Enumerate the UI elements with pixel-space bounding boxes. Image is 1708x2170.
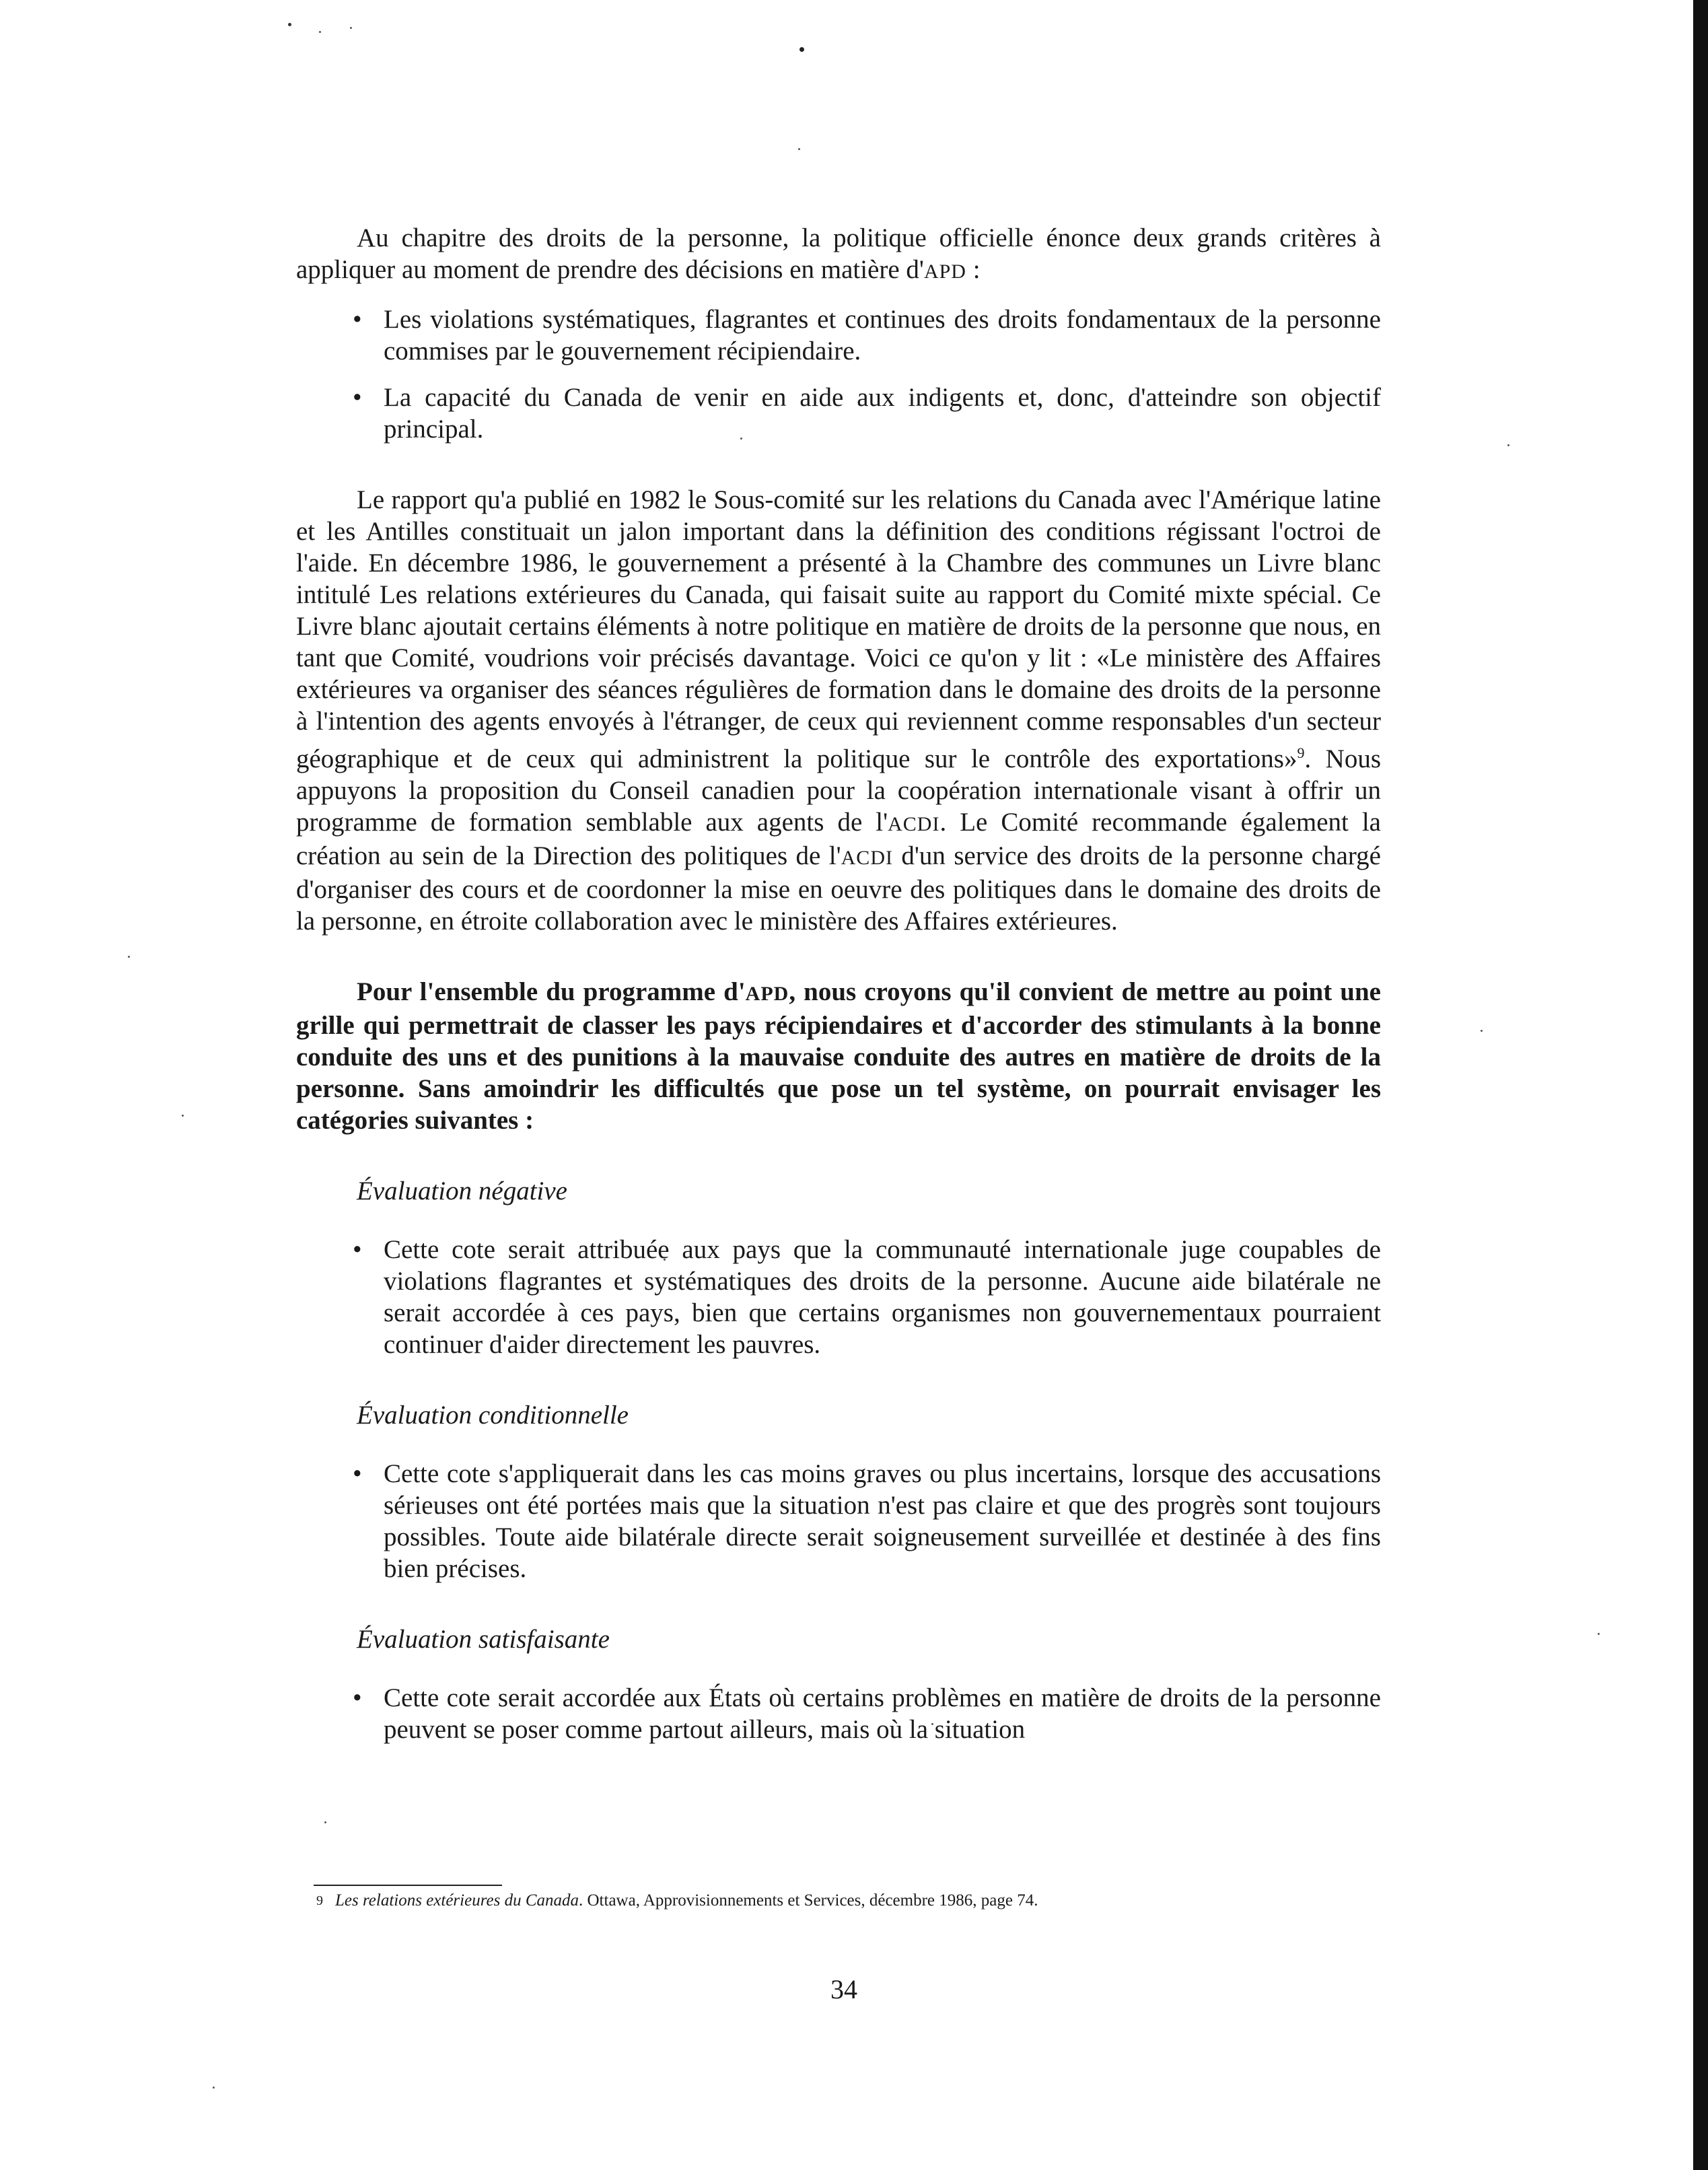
category-item: [296, 1234, 1381, 1360]
criteria-list: [296, 304, 1381, 445]
footnote: [316, 1890, 1038, 1912]
footnote-rule: [314, 1885, 502, 1886]
category-text: Cette cote serait attribuée aux pays que la communauté internationale juge coupables de violations flagrantes et systématiques des droits de la personne. Aucune aide bilatérale ne serait accordée à ces pays, bien que certains organismes non gouvernementaux pourraient continuer d'aider directement les pauvres.: [384, 1235, 1381, 1359]
category-text: Cette cote serait accordée aux États où certains problèmes en matière de droits de la personne peuvent se poser comme partout ailleurs, mais où la situation: [384, 1683, 1381, 1744]
bullet-icon: •: [353, 383, 362, 412]
category-section: [296, 1623, 1381, 1745]
page-body: [296, 222, 1381, 1745]
category-list: [296, 1458, 1381, 1584]
criteria-text: Les violations systématiques, flagrantes et continues des droits fondamentaux de la personne commises par le gouvernement récipiendaire.: [384, 305, 1381, 365]
report-text: . Le Comité recommande également la création au sein de la Direction des politiques de l': [296, 808, 1381, 870]
scan-speck: [182, 1115, 184, 1117]
report-paragraph: [296, 484, 1381, 937]
bullet-icon: •: [353, 1459, 362, 1488]
footnote-title: Les relations extérieures du Canada: [335, 1891, 579, 1910]
category-section: [296, 1175, 1381, 1360]
scan-speck: [288, 23, 291, 26]
acronym-apd: APD: [923, 260, 966, 283]
scan-speck: [128, 956, 130, 958]
footnote-text: . Ottawa, Approvisionnements et Services, décembre 1986, page 74.: [579, 1891, 1038, 1910]
category-section: [296, 1399, 1381, 1584]
grid-proposal-paragraph: [296, 976, 1381, 1136]
category-heading: Évaluation conditionnelle: [357, 1401, 629, 1430]
report-text: . Nous appuyons la proposition du Conseil canadien pour la coopération internationale visant à offrir un programme de formation semblable aux agents de l': [296, 744, 1381, 837]
page-number: 34: [830, 1974, 857, 2004]
scan-speck: [1481, 1030, 1483, 1032]
scan-speck: [324, 1821, 326, 1823]
intro-text: Au chapitre des droits de la personne, la politique officielle énonce deux grands critères à appliquer au moment de prendre des décisions en matière d': [296, 223, 1381, 284]
scan-speck: [319, 31, 321, 33]
bullet-icon: •: [353, 1235, 362, 1264]
proposal-text: Pour l'ensemble du programme d': [357, 977, 746, 1006]
category-list: [296, 1234, 1381, 1360]
bullet-icon: •: [353, 1683, 362, 1712]
report-text: Le rapport qu'a publié en 1982 le Sous-comité sur les relations du Canada avec l'Amérique latine et les Antilles constituait un jalon important dans la définition des conditions régissant l'octroi de l'aide. En décembre 1986, le gouvernement a présenté à la Chambre des communes un Livre blanc intitulé Les relations extérieures du Canada, qui faisait suite au rapport du Comité mixte spécial. Ce Livre blanc ajoutait certains éléments à notre politique en matière de droits de la personne que nous, en tant que Comité, voudrions voir précisés davantage. Voici ce qu'on y lit : «Le ministère des Affaires extérieures va organiser des séances régulières de formation dans le domaine des droits de la personne à l'intention des agents envoyés à l'étranger, de ceux qui reviennent comme responsables d'un secteur géographique et de ceux qui administrent la politique sur le contrôle des exportations»: [296, 485, 1381, 773]
criteria-text: La capacité du Canada de venir en aide aux indigents et, donc, d'atteindre son objectif principal.: [384, 383, 1381, 444]
proposal-text: , nous croyons qu'il convient de mettre au point une grille qui permettrait de classer les pays récipiendaires et d'accorder des stimulants à la bonne conduite des uns et des punitions à la mauvaise conduite des autres en matière de droits de la personne. Sans amoindrir les difficultés que pose un tel système, on pourrait envisager les catégories suivantes :: [296, 977, 1381, 1135]
intro-text-end: :: [966, 255, 981, 284]
intro-paragraph: [296, 222, 1381, 287]
category-text: Cette cote s'appliquerait dans les cas moins graves ou plus incertains, lorsque des accusations sérieuses ont été portées mais que la situation n'est pas claire et que des progrès sont toujours possibles. Toute aide bilatérale directe serait soigneusement surveillée et destinée à des fins bien précises.: [384, 1459, 1381, 1583]
category-list: [296, 1682, 1381, 1745]
category-heading: Évaluation satisfaisante: [357, 1625, 610, 1654]
scan-speck: [1507, 444, 1509, 446]
scan-edge-bar: [1693, 0, 1708, 2170]
footnote-reference: 9: [1297, 744, 1305, 761]
scan-speck: [799, 47, 804, 52]
bullet-icon: •: [353, 305, 362, 334]
criteria-item: [296, 304, 1381, 367]
scan-speck: [350, 27, 352, 29]
footnote-mark: 9: [316, 1893, 323, 1908]
category-heading: Évaluation négative: [357, 1177, 567, 1205]
scan-speck: [213, 2087, 215, 2089]
category-item: [296, 1682, 1381, 1745]
report-text: d'un service des droits de la personne chargé d'organiser des cours et de coordonner la mise en oeuvre des politiques dans le domaine des droits de la personne, en étroite collaboration avec le ministère des Affaires extérieures.: [296, 841, 1381, 936]
criteria-item: [296, 382, 1381, 445]
category-item: [296, 1458, 1381, 1584]
scan-speck: [798, 148, 800, 150]
acronym-acdi: ACDI: [888, 813, 940, 835]
scan-speck: [1598, 1633, 1600, 1635]
acronym-apd: APD: [745, 983, 789, 1005]
acronym-acdi: ACDI: [841, 847, 893, 869]
